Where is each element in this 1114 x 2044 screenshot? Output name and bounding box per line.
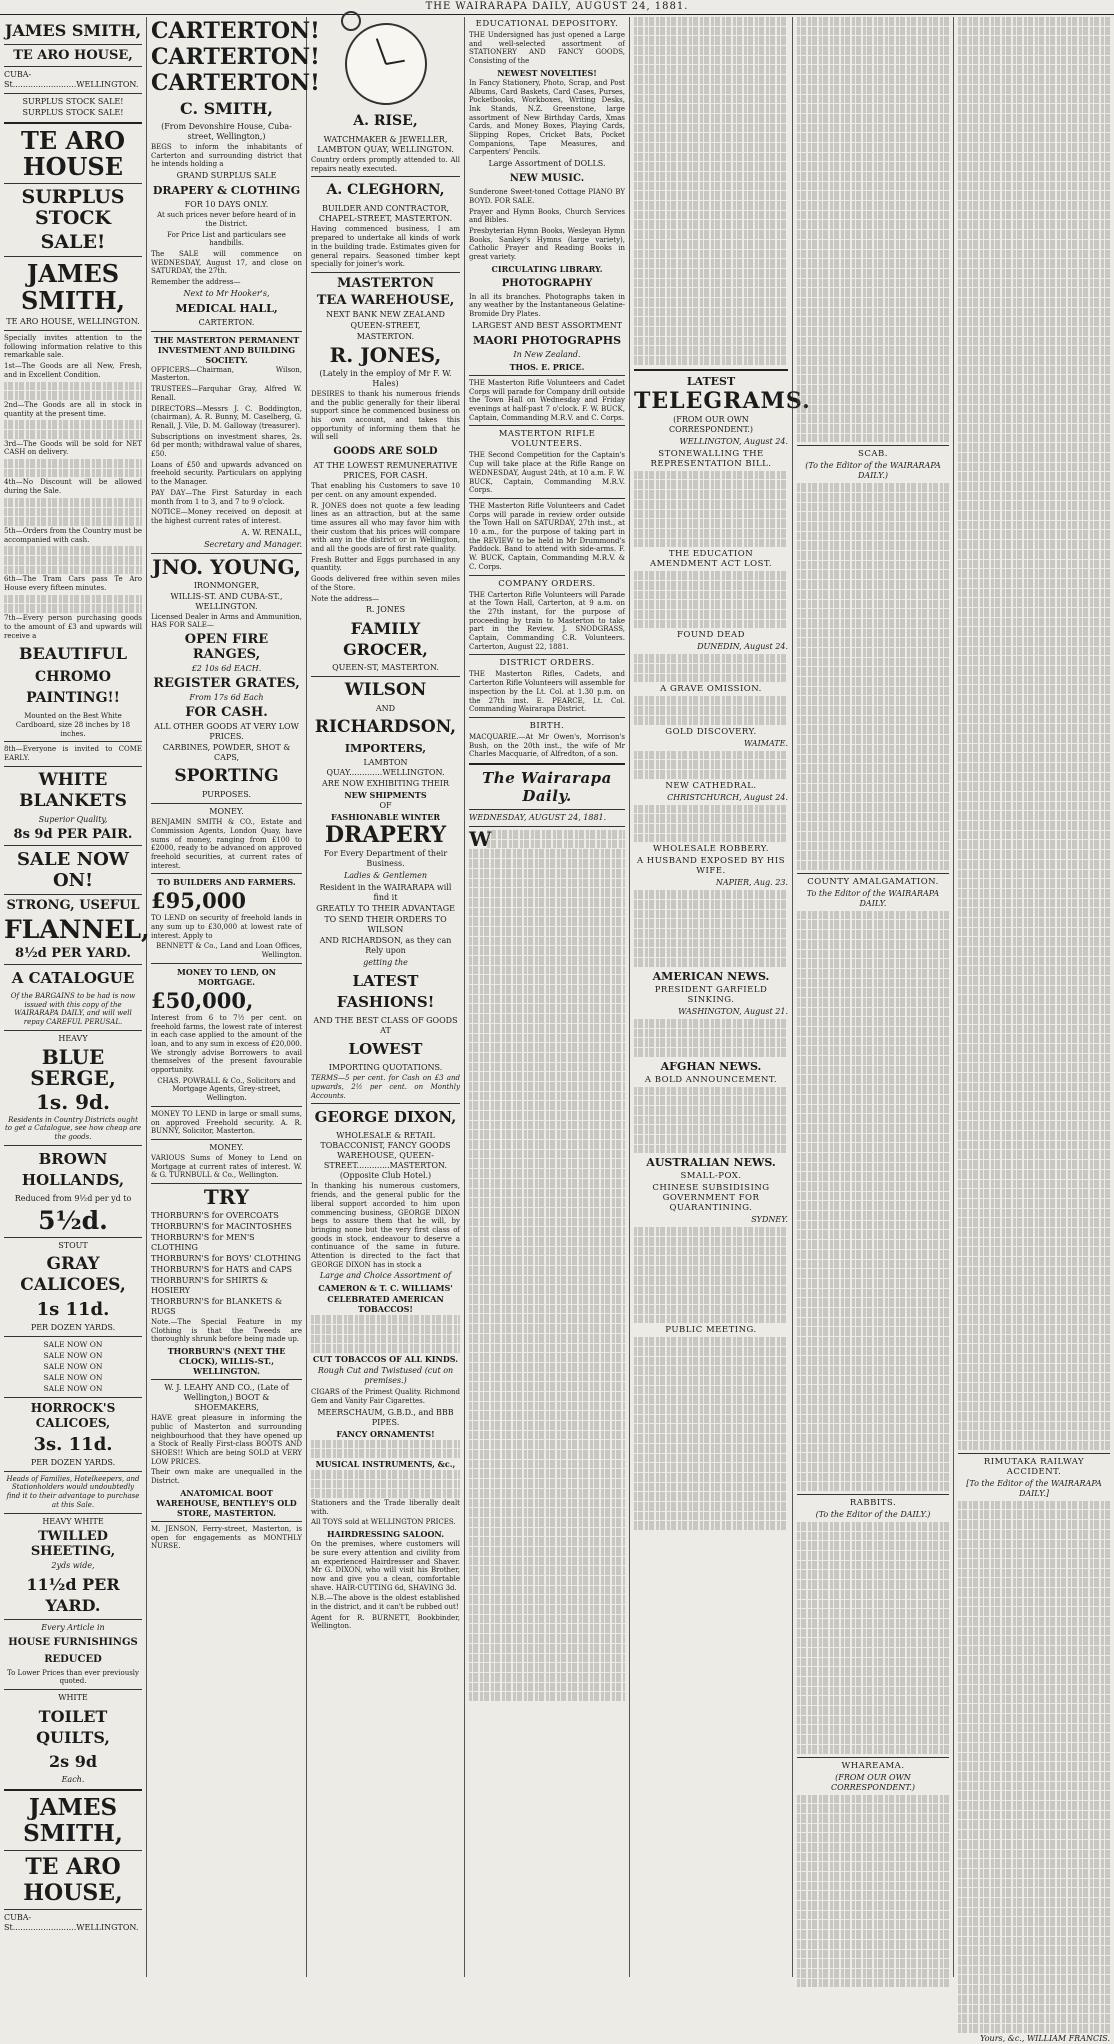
public-heading: PUBLIC MEETING. — [665, 1325, 757, 1336]
renall-title: Secretary and Manager. — [204, 539, 302, 549]
carterton-2: CARTERTON! — [151, 44, 320, 70]
blankets-quality: Superior Quality, — [38, 814, 108, 824]
rough-text: Rough Cut and Twistused (cut on premises.) — [317, 1366, 454, 1386]
address-text: Note the address— — [311, 594, 380, 603]
rule-5: 5th—Orders from the Country must be accompanied with cash. — [4, 526, 142, 544]
carterton-3: CARTERTON! — [151, 70, 320, 96]
smallpox-heading: SMALL-POX. — [680, 1171, 742, 1182]
garfield-date: WASHINGTON, August 21. — [678, 1006, 788, 1016]
husband-date: NAPIER, Aug. 23. — [715, 878, 788, 888]
cameron-text: CAMERON & T. C. WILLIAMS' — [318, 1283, 453, 1294]
leahy-text: HAVE great pleasure in informing the public of Masterton and surrounding neighbourhood that they have opened up a Stock of Really First-class BOOTS AND SHOES!! Which are being SOLD at VERY LOW PRICES. — [151, 1414, 302, 1466]
getting-text: getting the — [363, 958, 408, 968]
reduced-heading: REDUCED — [44, 1653, 102, 1665]
sale-line-1: SURPLUS STOCK SALE! — [22, 97, 124, 106]
meerschaum-text: MEERSCHAUM, G.B.D., and BBB PIPES. — [317, 1407, 454, 1427]
quilts-each: Each. — [61, 1774, 85, 1784]
quilts-price: 2s 9d — [48, 1751, 98, 1771]
thorburn-address: THORBURN'S (NEXT THE CLOCK), WILLIS-ST., WELLINGTON. — [167, 1346, 286, 1377]
holland-sub: Reduced from 9½d per yd to — [14, 1193, 132, 1203]
sale-heading: SALE! — [40, 231, 106, 253]
lend95-heading: £95,000 — [151, 888, 246, 914]
masterton-heading: MASTERTON — [337, 275, 434, 291]
celebrated-text: CELEBRATED AMERICAN TOBACCOS! — [327, 1294, 444, 1315]
rimutaka-heading: RIMUTAKA RAILWAY ACCIDENT. — [983, 1456, 1085, 1477]
thorburn-4: THORBURN'S for BOYS' CLOTHING — [151, 1254, 301, 1264]
terms-text: TERMS—5 per cent. for Cash on £3 and upwards, 2½ per cent. on Monthly Accounts. — [311, 1074, 460, 1100]
csmith-sub: (From Devonshire House, Cuba-street, Wellington,) — [161, 122, 292, 141]
nz-text: In New Zealand. — [513, 349, 581, 359]
twilled-width: 2yds wide, — [51, 1560, 95, 1570]
stonewalling-heading: STONEWALLING THE REPRESENTATION BILL. — [650, 448, 772, 469]
date-line: WEDNESDAY, AUGUST 24, 1881. — [469, 813, 607, 823]
csmith-text: BEGS to inform the inhabitants of Carterton and surrounding district that he intends holding a — [151, 143, 302, 169]
jsmith-address: TE ARO HOUSE, WELLINGTON. — [6, 317, 140, 326]
cleghorn-text-2: Having commenced business, I am prepared to undertake all kinds of work in the building trade. Estimates given for general repairs. Seasoned timber kept specially for joiner's work. — [311, 225, 460, 269]
leahy-heading: W. J. LEAHY AND CO., (Late of Wellington,) BOOT & SHOEMAKERS, — [164, 1383, 289, 1413]
thorburn-5: THORBURN'S for HATS and CAPS — [151, 1265, 292, 1275]
jones-sub: (Lately in the employ of Mr F. W. Hales) — [319, 368, 452, 388]
latest-heading: LATEST FASHIONS! — [336, 972, 435, 1012]
lowest2-heading: LOWEST — [348, 1040, 423, 1059]
heads-text: Heads of Families, Hotelkeepers, and Stationholders would undoubtedly find it to their advantage to purchase at this Sale. — [6, 1474, 140, 1509]
butter-text: Fresh Butter and Eggs purchased in any quantity. — [311, 555, 460, 573]
dolls-text: Large Assortment of DOLLS. — [488, 159, 606, 169]
beautiful-heading: BEAUTIFUL — [18, 644, 128, 664]
rise-heading: A. RISE, — [353, 113, 418, 129]
music-text: Sunderone Sweet-toned Cottage PIANO BY BOYD. FOR SALE. — [469, 188, 625, 205]
jones-text: DESIRES to thank his numerous friends and the public generally for their liberal support since he commenced business on his own account, and takes this opportunity of informing them that he will sell — [311, 389, 460, 442]
resident-text: Resident in the WAIRARAPA will find it — [319, 883, 452, 903]
society-heading: THE MASTERTON PERMANENT INVESTMENT AND BUILDING SOCIETY. — [153, 334, 300, 365]
column-3 — [307, 17, 465, 1977]
cathedral-date: CHRISTCHURCH, August 24. — [667, 792, 788, 802]
lend95-text: TO LEND on security of freehold lands in any sum up to £30,000 at lowest rate of interest. Apply to — [151, 914, 302, 940]
maori-heading: MAORI PHOTOGRAPHS — [472, 333, 622, 347]
money-heading: MONEY. — [209, 807, 244, 817]
catalogue-text: Of the BARGAINS to be had is now issued with this copy of the WAIRARAPA DAILY, and will well repay CAREFUL PERUSAL. — [10, 991, 136, 1026]
george-text: In thanking his numerous customers, friends, and the general public for the liberal support accorded to him upon commencing business, GEORGE DIXON begs to assure them that he will, by bringing none but the very first class of goods in stock, endeavour to deserve a continuance of the same in future. Attention is directed to the fact that GEORGE DIXON has in stock a — [311, 1182, 460, 1269]
hall-town: CARTERTON. — [198, 317, 255, 327]
blankets-heading: WHITE BLANKETS — [19, 769, 127, 811]
calicoes-heading: GRAY CALICOES, — [20, 1253, 126, 1295]
county-heading: COUNTY AMALGAMATION. — [807, 876, 939, 887]
grates-price: From 17s 6d Each — [189, 693, 264, 703]
builders-heading: TO BUILDERS AND FARMERS. — [157, 877, 296, 888]
george-heading: GEORGE DIXON, — [314, 1108, 457, 1127]
and-text: AND — [375, 704, 396, 714]
salenow-row-4: SALE NOW ON — [43, 1372, 103, 1382]
edu-act-heading: THE EDUCATION AMENDMENT ACT LOST. — [649, 549, 773, 570]
subscriptions-text: Subscriptions on investment shares, 2s. 6d per month; withdrawal value of shares, £50. — [151, 432, 302, 459]
sporting-heading: SPORTING — [174, 766, 279, 787]
horrocks-dozen: PER DOZEN YARDS. — [30, 1457, 116, 1467]
thorburn-7: THORBURN'S for BLANKETS & RUGS — [151, 1297, 283, 1317]
residents-text: Residents in Country Districts ought to get a Catalogue, see how cheap are the goods. — [4, 1115, 142, 1142]
commence-text: The SALE will commence on WEDNESDAY, August 17, and close on SATURDAY, the 27th. — [151, 249, 302, 276]
intro-text: Specially invites attention to the following information relative to this remarkable sale. — [4, 334, 142, 360]
newest-heading: NEWEST NOVELTIES! — [497, 67, 597, 78]
heavy-label: HEAVY — [58, 1033, 88, 1043]
carbines-text: CARBINES, POWDER, SHOT & CAPS, — [162, 743, 291, 763]
iron-heading: IRONMONGER, — [193, 580, 260, 590]
masthead-title: THE WAIRARAPA DAILY, AUGUST 24, 1881. — [425, 1, 689, 12]
rabbits-heading: RABBITS. — [849, 1498, 897, 1508]
rifle1-text: THE Masterton Rifle Volunteers and Cadet Corps will parade for Company drill outside the Town Hall on Wednesday and Friday evenings at half-past 7 o'clock. F. W. BUCK, Captain, Commanding M.R.V. and C. Corps. — [469, 378, 625, 422]
cleghorn-heading: A. CLEGHORN, — [326, 182, 445, 199]
show-text: ARE NOW EXHIBITING THEIR — [322, 779, 449, 789]
library-heading: CIRCULATING LIBRARY. — [491, 263, 603, 274]
australian-heading: AUSTRALIAN NEWS. — [646, 1156, 776, 1170]
rise-text-2: Country orders promptly attended to. All repairs neatly executed. — [311, 156, 460, 173]
rise-text: WATCHMAKER & JEWELLER, LAMBTON QUAY, WELLINGTON. — [317, 135, 454, 154]
twilled-label: HEAVY WHITE — [42, 1516, 104, 1526]
tea-heading: TEA WAREHOUSE, — [316, 292, 455, 308]
column-5 — [630, 17, 811, 1977]
district-heading: DISTRICT ORDERS. — [499, 658, 595, 669]
corr-text: (FROM OUR OWN CORRESPONDENT.) — [668, 414, 754, 434]
jsmith-heading: JAMES SMITH, — [20, 259, 125, 315]
sale-now-heading: SALE NOW ON! — [17, 848, 129, 891]
cathedral-heading: NEW CATHEDRAL. — [665, 780, 757, 791]
sale-line-2: SURPLUS STOCK SALE! — [22, 108, 124, 117]
rule-2: 2nd—The Goods are all in stock in quantity at the present time. — [4, 400, 142, 418]
mounted-text: Mounted on the Best White Cardboard, size 28 inches by 18 inches. — [15, 712, 131, 738]
column-7 — [954, 17, 1114, 2043]
rule-6: 6th—The Tram Cars pass Te Aro House every fifteen minutes. — [4, 575, 142, 593]
bennett-text: BENNETT & Co., Land and Loan Offices, Wellington. — [156, 942, 302, 960]
rule-8: 8th—Everyone is invited to COME EARLY. — [4, 745, 142, 763]
remember-text: Remember the address— — [151, 278, 241, 287]
wilson-heading: WILSON — [344, 680, 427, 701]
grave-heading: A GRAVE OMISSION. — [660, 684, 762, 695]
stout-label: STOUT — [58, 1240, 88, 1250]
grand-heading: GRAND SURPLUS SALE — [176, 171, 277, 181]
jones-text-3: R. JONES does not quote a few leading lines as an attraction, but at the same time assures all who may favor him with their custom that his prices will compare with any in the district or in Wellington, and all the goods are of first rate quality. — [311, 501, 460, 554]
presby-text: Presbyterian Hymn Books, Wesleyan Hymn Books, Sankey's Hymns (large variety), Catholic Prayer and Reading Books in great variety. — [469, 226, 625, 262]
foot-address: CUBA-St.........................WELLINGTON. — [4, 1912, 139, 1932]
hall-heading: MEDICAL HALL, — [175, 301, 278, 315]
twilled-price: 11½d PER YARD. — [26, 1574, 120, 1615]
smith-house: TE ARO HOUSE, — [13, 48, 133, 63]
jones-text-2: That enabling his Customers to save 10 per cent. on any amount expended. — [311, 482, 460, 499]
rule-4: 4th—No Discount will be allowed during the Sale. — [4, 478, 142, 496]
mast-text: MASTERTON. — [356, 331, 415, 341]
lowest-text: AT THE LOWEST REMUNERATIVE PRICES, FOR CASH. — [313, 461, 458, 481]
orders-text: All TOYS sold at WELLINGTON PRICES. — [311, 1518, 456, 1527]
importing-text: IMPORTING QUOTATIONS. — [328, 1063, 443, 1073]
reduced-text: To Lower Prices than ever previously quoted. — [6, 1668, 140, 1686]
jones-heading: R. JONES, — [329, 342, 442, 367]
leahy-text-2: Their own make are unequalled in the District. — [151, 1468, 302, 1486]
whareama-sub: (FROM OUR OWN CORRESPONDENT.) — [830, 1772, 916, 1792]
best-text: AND THE BEST CLASS OF GOODS AT — [313, 1016, 458, 1036]
found-date: DUNEDIN, August 24. — [697, 642, 788, 652]
horrocks-price: 3s. 11d. — [33, 1433, 113, 1455]
large-text: Large and Choice Assortment of — [319, 1271, 452, 1281]
officers-text: OFFICERS—Chairman, Wilson, Masterton. — [151, 365, 302, 383]
tearo-heading: TE ARO HOUSE — [21, 126, 125, 181]
pricelist-text: For Price List and particulars see handbills. — [167, 230, 286, 248]
husband-heading: A HUSBAND EXPOSED BY HIS WIFE. — [636, 856, 786, 877]
chromo-heading: CHROMO PAINTING!! — [26, 669, 120, 707]
saloon-text: On the premises, where customers will be sure every attention and civility from an experienced Hairdresser and Shaver. Mr G. DIXON, who will visit his Brother, now and give you a clean, comfortable shave. HAIR-CUTTING 6d, SHAVING 3d. — [311, 1540, 460, 1592]
rule-3: 3rd—The Goods will be sold for NET CASH on delivery. — [4, 439, 142, 457]
cleghorn-text: BUILDER AND CONTRACTOR, CHAPEL-STREET, MASTERTON. — [318, 204, 453, 224]
chinese-heading: CHINESE SUBSIDISING GOVERNMENT FOR QUARANTINING. — [652, 1183, 770, 1214]
music-heading: NEW MUSIC. — [509, 173, 585, 185]
rimutaka-sign: Yours, &c., WILLIAM FRANCIS. — [980, 2033, 1110, 2043]
lend50-text: Interest from 6 to 7½ per cent. on freehold farms, the lowest rate of interest in each case applied to the amount of the loan, and to any sum in excess of £20,000. We strongly advise Borrowers to avail themselves of the present favourable opportunity. — [151, 1013, 302, 1075]
surplus-heading: SURPLUS STOCK — [21, 186, 125, 229]
wellington-date: WELLINGTON, August 24. — [679, 436, 788, 446]
strong-heading: STRONG, USEFUL — [6, 897, 140, 913]
every-text: For Every Department of their Business. — [323, 849, 448, 869]
rifle-heading: MASTERTON RIFLE VOLUNTEERS. — [498, 429, 596, 450]
trustees-text: TRUSTEES—Farquhar Gray, Alfred W. Renall. — [151, 385, 302, 402]
powrall-text: CHAS. POWRALL & Co., Solicitors and Mortgage Agents, Grey-street, Wellington. — [157, 1076, 296, 1103]
watch-icon — [345, 23, 427, 105]
found-heading: FOUND DEAD — [677, 630, 745, 641]
afghan-heading: AFGHAN NEWS. — [660, 1059, 762, 1073]
masthead — [0, 0, 1114, 15]
goods-sold-heading: GOODS ARE SOLD — [333, 446, 438, 458]
lend50-heading: £50,000, — [151, 987, 254, 1013]
latest-label: LATEST — [686, 374, 736, 388]
calicoes-dozen: PER DOZEN YARDS. — [30, 1322, 116, 1332]
serge-heading: BLUE SERGE, — [30, 1044, 116, 1090]
grates-heading: REGISTER GRATES, — [153, 676, 300, 692]
wholesale-heading: WHOLESALE ROBBERY. — [653, 844, 769, 855]
flannel-heading: FLANNEL, — [4, 914, 150, 944]
white-label: WHITE — [58, 1692, 88, 1702]
twilled-heading: TWILLED SHEETING, — [30, 1528, 116, 1559]
grocer-heading: FAMILY GROCER, — [343, 619, 428, 660]
district-text: THE Masterton Rifles, Cadets, and Carterton Rifle Volunteers will assemble for inspection by the Lt. Col. at 1.30 p.m. on the 27th inst. E. PEARCE, Lt. Col. Commanding Wairarapa District. — [469, 670, 625, 714]
drapery-heading: DRAPERY & CLOTHING — [152, 184, 301, 198]
gold-heading: GOLD DISCOVERY. — [665, 726, 757, 737]
column-1 — [0, 17, 150, 1977]
money3-heading: MONEY. — [209, 1142, 244, 1152]
rabbits-sub: (To the Editor of the DAILY.) — [815, 1510, 931, 1519]
rifle3-text: THE Masterton Rifle Volunteers and Cadet Corps will parade in review order outside the Town Hall on SATURDAY, 27th inst., at 10 a.m., for the purpose of taking part in the REVIEW to be held in Mr Drummond's Paddock. Band to attend with side-arms. F. W. BUCK, Captain, Commanding M.R.V. & C. Corps. — [469, 501, 625, 571]
thorburn-2: THORBURN'S for MACINTOSHES — [151, 1222, 292, 1232]
cigars-text: CIGARS of the Primest Quality. Richmond Gem and Vanity Fair Cigarettes. — [311, 1388, 460, 1405]
note-text: N.B.—The above is the oldest established in the district, and it can't be rubbed out! — [311, 1594, 460, 1612]
blankets-price: 8s 9d PER PAIR. — [13, 826, 133, 842]
quay-text: LAMBTON QUAY.............WELLINGTON. — [326, 758, 445, 778]
importers-heading: IMPORTERS, — [344, 742, 427, 756]
price-text: THOS. E. PRICE. — [509, 361, 585, 372]
iron-address: WILLIS-ST. AND CUBA-ST., WELLINGTON. — [170, 591, 283, 611]
company-heading: COMPANY ORDERS. — [498, 578, 596, 589]
county-sub: To the Editor of the WAIRARAPA DAILY. — [806, 888, 940, 908]
bold-heading: A BOLD ANNOUNCEMENT. — [644, 1074, 778, 1085]
mortgage-heading: MONEY TO LEND, ON MORTGAGE. — [177, 966, 276, 987]
george-sub: WHOLESALE & RETAIL TOBACCONIST, FANCY GOODS WAREHOUSE, QUEEN-STREET.............MASTERTON. (Opposite Club Hotel.) — [320, 1131, 451, 1181]
thorburn-1: THORBURN'S for OVERCOATS — [151, 1211, 279, 1221]
rimutaka-sub: [To the Editor of the WAIRARAPA DAILY.] — [966, 1478, 1102, 1498]
stationery-text: Stationers and the Trade liberally dealt with. — [311, 1499, 460, 1516]
cut-text: CUT TOBACCOS OF ALL KINDS. — [312, 1354, 459, 1365]
rifle2-text: THE Second Competition for the Captain's Cup will take place at the Rifle Range on WEDNESDAY, August 24th, at 10 a.m. F. W. BUCK, Captain, Commanding M.R.V. Corps. — [469, 451, 625, 495]
benjamin-text: BENJAMIN SMITH & CO., Estate and Commission Agents, London Quay, have sums of money, ranging from £100 to £2000, ready to be advanced on approved freehold securities, at current rates of interest. — [151, 818, 302, 870]
holland-heading: BROWN HOLLANDS, — [21, 1149, 125, 1189]
other-text: ALL OTHER GOODS AT VERY LOW PRICES. — [154, 722, 299, 742]
carterton-1: CARTERTON! — [151, 18, 320, 44]
anatomical-heading: ANATOMICAL BOOT WAREHOUSE, BENTLEY'S OLD STORE, MASTERTON. — [156, 1487, 297, 1518]
licensed-text: Licensed Dealer in Arms and Ammunition, HAS FOR SALE— — [151, 612, 302, 630]
salenow-row-5: SALE NOW ON — [43, 1383, 103, 1393]
foot-house: TE ARO HOUSE, — [23, 1853, 123, 1906]
delivered-text: Goods delivered free within seven miles of the Store. — [311, 575, 460, 592]
company-text: THE Carterton Rifle Volunteers will Parade at the Town Hall, Carterton, at 9 a.m. on the 27th instant, for the purpose of proceeding by train to Masterton to take part in the Review. J. SNODGRASS, Captain, Commanding C.R. Volunteers. Carterton, August 22, 1881. — [469, 590, 625, 651]
days-heading: FOR 10 DAYS ONLY. — [184, 200, 269, 210]
directors-text: DIRECTORS—Messrs J. C. Boddington, (chairman), A. R. Bunny, M. Caselberg, G. Renall, J. Vile, D. M. Galloway (treasurer). — [151, 404, 302, 430]
holland-price: 5½d. — [38, 1205, 108, 1235]
birth-heading: BIRTH. — [529, 720, 565, 731]
shipments-text: NEW SHIPMENTS — [344, 790, 427, 801]
sydney-place: SYDNEY. — [751, 1215, 788, 1225]
loans-text: Loans of £50 and upwards advanced on freehold security. Particulars on applying to the Manager. — [151, 460, 302, 487]
saloon-heading: HAIRDRESSING SALOON. — [326, 1529, 445, 1540]
photo-text: In all its branches. Photographs taken in any weather by the Instantaneous Gelatine-Bromide Dry Plates. — [469, 292, 625, 319]
scab-heading: SCAB. — [858, 449, 888, 460]
young-heading: JNO. YOUNG, — [152, 554, 301, 579]
ranges-heading: OPEN FIRE RANGES, — [184, 632, 269, 663]
editorial-body: W — [469, 830, 625, 1701]
newest-text: In Fancy Stationery, Photo, Scrap, and Post Albums, Card Baskets, Card Cases, Purses, Pocketbooks, Workboxes, Writing Desks, Ink Stands, N.Z. Greenstone, large assortment of New Birthday Cards, Xmas Cards, and Money Boxes, Playing Cards, Slipping Ropes, Cricket Bats, Pocket Companions, Tape Measures, and Carpenters' Pencils. — [469, 78, 625, 157]
edu-heading: EDUCATIONAL DEPOSITORY. — [475, 19, 619, 29]
queen-text: QUEEN-STREET, — [350, 320, 421, 330]
horrocks-heading: HORROCK'S CALICOES, — [30, 1400, 116, 1430]
flannel-price: 8½d PER YARD. — [15, 945, 131, 961]
rule-1: 1st—The Goods are all New, Fresh, and in Excellent Condition. — [4, 362, 142, 379]
renall-name: A. W. RENALL, — [241, 527, 302, 537]
salenow-row-1: SALE NOW ON — [43, 1339, 103, 1349]
scab-sub: (To the Editor of the WAIRARAPA DAILY.) — [805, 461, 941, 481]
musical-text: MUSICAL INSTRUMENTS, &c., — [315, 1458, 456, 1469]
salenow-row-3: SALE NOW ON — [43, 1361, 103, 1371]
ladies-text: Ladies & Gentlemen — [343, 871, 428, 881]
whareama-heading: WHAREAMA. — [841, 1760, 905, 1771]
jones2-text: R. JONES — [365, 605, 406, 615]
fashionable-text: FASHIONABLE WINTER — [331, 812, 440, 823]
payday-text: PAY DAY—The First Saturday in each month from 1 to 3, and 7 to 9 o'clock. — [151, 488, 302, 506]
edu-text: THE Undersigned has just opened a Large and well-selected assortment of STATIONERY AND FANCY GOODS, Consisting of the — [469, 31, 625, 66]
richard2-text: AND RICHARDSON, as they can Rely upon — [319, 936, 452, 956]
serge-price: 1s. 9d. — [36, 1089, 110, 1114]
thorburn-3: THORBURN'S for MEN'S CLOTHING — [151, 1233, 255, 1253]
sporting-text: PURPOSES. — [201, 790, 251, 800]
fancy-text: FANCY ORNAMENTS! — [336, 1428, 435, 1439]
ranges-price: £2 10s 6d EACH. — [191, 664, 262, 674]
gold-place: WAIMATE. — [743, 738, 788, 748]
next-text: Next to Mr Hooker's, — [183, 288, 270, 298]
column-2 — [147, 17, 320, 1977]
furnish-heading: HOUSE FURNISHINGS — [8, 1636, 138, 1648]
salenow-row-2: SALE NOW ON — [43, 1350, 103, 1360]
queen2-text: QUEEN-ST, MASTERTON. — [332, 663, 439, 673]
smith-address: CUBA-St.........................WELLINGTON. — [4, 70, 139, 89]
csmith-heading: C. SMITH, — [180, 99, 273, 118]
rule-7: 7th—Every person purchasing goods to the amount of £3 and upwards will receive a — [4, 614, 142, 640]
cash-heading: FOR CASH. — [185, 705, 268, 721]
next-nz-text: NEXT BANK NEW ZEALAND — [326, 309, 445, 319]
daily-title: The Wairarapa Daily. — [482, 769, 612, 806]
prices-text: At such prices never before heard of in the District. — [157, 211, 296, 228]
notice-text: NOTICE—Money received on deposit at the highest current rates of interest. — [151, 508, 302, 525]
telegrams-heading: TELEGRAMS. — [634, 387, 811, 414]
richardson-heading: RICHARDSON, — [314, 717, 457, 738]
jenson-text: M. JENSON, Ferry-street, Masterton, is open for engagements as MONTHLY NURSE. — [151, 1524, 302, 1551]
largest-text: LARGEST AND BEST ASSORTMENT — [471, 320, 623, 330]
money3-text: VARIOUS Sums of Money to Lend on Mortgage at current rates of interest. W. & G. TURNBULL & Co., Wellington. — [151, 1153, 302, 1180]
column-6 — [793, 17, 954, 1977]
photo-heading: PHOTOGRAPHY — [501, 277, 593, 289]
column-4 — [465, 17, 630, 1977]
greatly-text: GREATLY TO THEIR ADVANTAGE — [316, 904, 455, 914]
thorburn-note: Note.—The Special Feature in my Clothing is that the Tweeds are thoroughly shrunk before being made up. — [151, 1318, 302, 1344]
try-heading: TRY — [203, 1185, 250, 1210]
of-text: OF — [379, 801, 392, 811]
quilts-heading: TOILET QUILTS, — [36, 1706, 110, 1747]
garfield-heading: PRESIDENT GARFIELD SINKING. — [654, 984, 768, 1005]
money2-text: MONEY TO LEND in large or small sums, on approved Freehold security. A. R. BUNNY, Solicitor, Masterton. — [151, 1109, 302, 1136]
american-heading: AMERICAN NEWS. — [652, 969, 770, 983]
birth-text: MACQUARIE.—At Mr Owen's, Morrison's Bush, on the 20th inst., the wife of Mr Charles Macquarie, of Alfredton, of a son. — [469, 732, 625, 759]
furnish-intro: Every Article in — [41, 1622, 105, 1632]
drapery-heading-2: DRAPERY — [324, 822, 447, 849]
smith-name: JAMES SMITH, — [4, 21, 142, 40]
agent-text: Agent for R. BURNETT, Bookbinder, Wellington. — [311, 1613, 460, 1631]
send-text: TO SEND THEIR ORDERS TO WILSON — [324, 915, 447, 935]
thorburn-6: THORBURN'S for SHIRTS & HOSIERY — [151, 1276, 268, 1296]
foot-name: JAMES SMITH, — [23, 1793, 123, 1847]
calicoes-price: 1s 11d. — [36, 1298, 110, 1320]
catalogue-heading: A CATALOGUE — [11, 968, 135, 987]
prayer-text: Prayer and Hymn Books, Church Services and Bibles. — [469, 207, 625, 225]
